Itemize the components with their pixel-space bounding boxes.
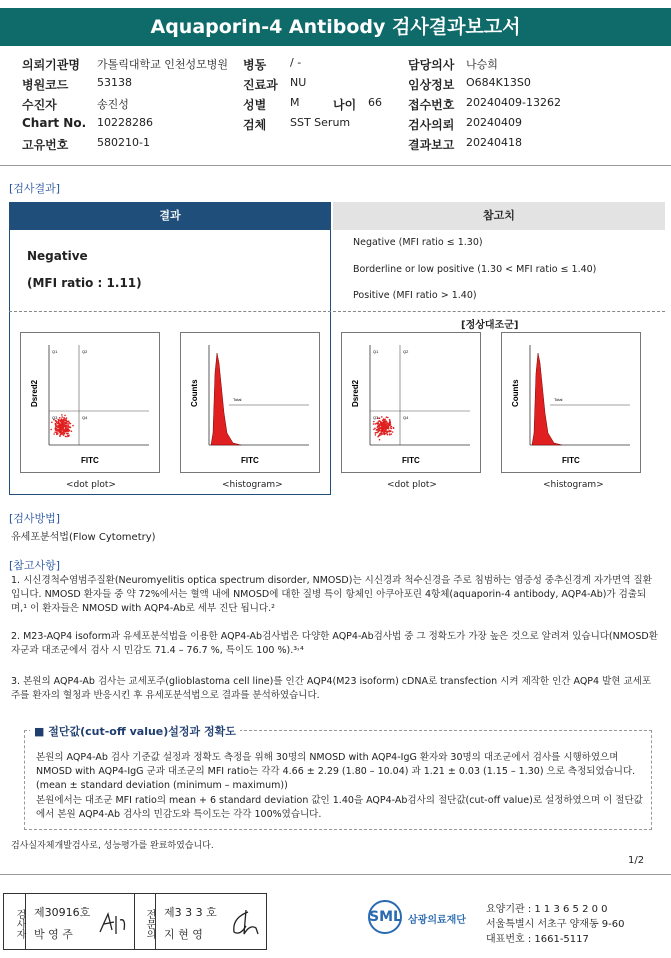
notes-title: [참고사항] (9, 559, 61, 572)
dot-event (72, 425, 74, 427)
dot-event (377, 426, 379, 428)
dot-event (59, 425, 61, 427)
dot-event (65, 436, 67, 438)
dot-event (71, 431, 73, 433)
dot-event (393, 427, 395, 429)
dot-plot-svg (21, 333, 159, 472)
expert-name: 지 현 영 (164, 928, 203, 941)
reference-header: 참고치 (333, 202, 665, 230)
company-phone: 대표번호 : 1661-5117 (486, 934, 589, 945)
dot-event (384, 434, 386, 436)
dot-event (378, 435, 380, 437)
y-axis-label: Counts (511, 379, 520, 407)
quadrant-label: Q1 (52, 349, 58, 354)
method-text: 유세포분석법(Flow Cytometry) (11, 532, 156, 543)
x-axis-label: FITC (402, 456, 420, 465)
cutoff-title: ■ 절단값(cut-off value)설정과 정확도 (30, 723, 240, 739)
expert-label: 전문의 (134, 894, 156, 949)
logo-text: SML (369, 909, 402, 925)
org-label: 의뢰기관명 (22, 58, 80, 72)
age-value: 66 (368, 96, 382, 109)
dot-event (58, 422, 60, 424)
dot-event (387, 417, 389, 419)
y-axis-label: Dsred2 (30, 379, 39, 407)
dot-event (388, 431, 390, 433)
dot-event (379, 417, 381, 419)
clinical-value: O684K13S0 (466, 76, 531, 89)
dot-plot-caption: <dot plot> (66, 480, 116, 490)
dot-event (59, 417, 61, 419)
dot-event (385, 429, 387, 431)
dot-event (379, 427, 381, 429)
dot-event (389, 433, 391, 435)
histogram-caption: <histogram> (222, 480, 283, 490)
dot-event (61, 418, 63, 420)
dot-event (373, 429, 375, 431)
divider (0, 165, 671, 166)
normal-control-label: [정상대조군] (461, 320, 519, 331)
dot-event (66, 423, 68, 425)
page-number: 1/2 (628, 855, 645, 866)
histogram-area (511, 345, 630, 465)
dept-value: NU (290, 76, 307, 89)
dot-event (55, 424, 57, 426)
dot-event (60, 433, 62, 435)
clinical-label: 임상정보 (408, 78, 455, 92)
dot-event (66, 417, 68, 419)
dot-event (70, 423, 72, 425)
dot-plot-svg (342, 333, 480, 472)
dot-event (58, 425, 60, 427)
dot-event (56, 431, 58, 433)
histogram-caption: <histogram> (543, 480, 604, 490)
histogram-svg (502, 333, 640, 472)
dot-event (66, 436, 68, 438)
company-name: 삼광의료재단 (408, 915, 466, 926)
chart-label: Chart No. (22, 116, 87, 130)
signature-box (3, 893, 267, 950)
dot-event (386, 431, 388, 433)
dot-event (392, 431, 394, 433)
specimen-value: SST Serum (290, 116, 351, 129)
dot-event (55, 420, 57, 422)
dot-event (65, 425, 67, 427)
dot-event (56, 423, 58, 425)
result-header: 결과 (9, 202, 331, 230)
dashed-divider (9, 311, 665, 312)
dot-event (68, 423, 70, 425)
dot-event (384, 419, 386, 421)
dot-event (387, 423, 389, 425)
ward-value: / - (290, 56, 302, 69)
code-label: 병원코드 (22, 78, 69, 92)
dot-event (384, 424, 386, 426)
unique-label: 고유번호 (22, 138, 69, 152)
dot-event (377, 432, 379, 434)
requested-value: 20240409 (466, 116, 522, 129)
dot-event (59, 428, 61, 430)
dot-event (61, 429, 63, 431)
patient-dot-plot (20, 332, 160, 473)
quadrant-label: Q4 (403, 415, 409, 420)
ref-borderline: Borderline or low positive (1.30 < MFI ratio ≤ 1.40) (353, 264, 597, 275)
dot-event (376, 429, 378, 431)
dot-plot-area (351, 345, 470, 465)
ref-negative: Negative (MFI ratio ≤ 1.30) (353, 237, 483, 248)
dot-event (391, 433, 393, 435)
quadrant-label: Q2 (82, 349, 88, 354)
divider (0, 874, 671, 875)
tester-license: 제30916호 (34, 906, 91, 919)
ref-positive: Positive (MFI ratio > 1.40) (353, 290, 477, 301)
code-value: 53138 (97, 76, 132, 89)
dot-event (64, 415, 66, 417)
expert-license: 제3 3 3 호 (164, 906, 217, 919)
dot-event (382, 424, 384, 426)
dot-event (70, 427, 72, 429)
dot-event (61, 425, 63, 427)
dot-event (381, 433, 383, 435)
sex-value: M (290, 96, 300, 109)
dot-event (379, 439, 381, 441)
dot-event (380, 423, 382, 425)
dot-event (54, 431, 56, 433)
tester-signature (96, 908, 132, 938)
x-axis-label: FITC (81, 456, 99, 465)
doctor-value: 나승희 (466, 58, 498, 71)
dot-event (65, 420, 67, 422)
quadrant-label: Q4 (82, 415, 88, 420)
dot-event (380, 424, 382, 426)
note-2: 2. M23-AQP4 isoform과 유세포분석법을 이용한 AQP4-Ab검사법은 다양한 AQP4-Ab검사법 중 그 정확도가 가장 높은 것으로 알려져 있습니다(NMOSD환자군과 대조군에서 검사 시 민감도 71.4 – 76.7 %, 특이도 100 %).³˒⁴ (11, 631, 658, 656)
result-mfi: (MFI ratio : 1.11) (27, 276, 142, 290)
company-logo (365, 898, 475, 938)
unique-value: 580210-1 (97, 136, 150, 149)
dot-event (383, 418, 385, 420)
dot-event (375, 423, 377, 425)
requested-label: 검사의뢰 (408, 118, 455, 132)
result-value: Negative (27, 249, 88, 263)
patient-info (0, 52, 671, 152)
patient-value: 송진성 (97, 98, 129, 111)
x-axis-label: FITC (562, 456, 580, 465)
dot-event (62, 419, 64, 421)
expert-signature (226, 906, 262, 938)
dot-event (373, 421, 375, 423)
dot-event (50, 429, 52, 431)
control-dot-plot (341, 332, 481, 473)
dot-event (377, 421, 379, 423)
dot-event (385, 420, 387, 422)
dot-event (68, 422, 70, 424)
dot-event (383, 425, 385, 427)
receipt-label: 접수번호 (408, 98, 455, 112)
quadrant-label: Q2 (403, 349, 409, 354)
dot-event (51, 422, 53, 424)
dot-event (389, 423, 391, 425)
dot-event (381, 416, 383, 418)
specimen-label: 검체 (243, 118, 267, 132)
tester-name: 박 영 주 (34, 928, 73, 941)
dot-event (383, 432, 385, 434)
gate-label: Total (554, 397, 563, 402)
dot-event (63, 429, 65, 431)
dept-label: 진료과 (243, 78, 278, 92)
dot-event (377, 423, 379, 425)
dot-event (391, 428, 393, 430)
dot-event (375, 434, 377, 436)
chart-value: 10228286 (97, 116, 153, 129)
dot-event (391, 426, 393, 428)
histogram-area (190, 345, 309, 465)
dot-plot-area (30, 345, 149, 465)
dot-event (60, 420, 62, 422)
age-label: 나이 (333, 98, 357, 112)
company-address: 서울특별시 서초구 양재동 9-60 (486, 919, 625, 930)
dot-event (382, 422, 384, 424)
dot-event (55, 429, 57, 431)
dot-event (386, 416, 388, 418)
dot-event (62, 427, 64, 429)
cutoff-text-2: 본원에서는 대조군 MFI ratio의 mean + 6 standard deviation 값인 1.40을 AQP4-Ab검사의 절단값(cut-off value)로 설정하였으며 이 절단값에서 본원 AQP4-Ab 검사의 민감도와 특이도는 각각 100%였습니다. (36, 795, 643, 820)
dot-event (66, 433, 68, 435)
doctor-label: 담당의사 (408, 58, 455, 72)
reported-label: 결과보고 (408, 138, 455, 152)
dot-plot-caption: <dot plot> (387, 480, 437, 490)
dot-event (56, 426, 58, 428)
reported-value: 20240418 (466, 136, 522, 149)
note-3: 3. 본원의 AQP4-Ab 검사는 교세포주(glioblastoma cell line)를 인간 AQP4(M23 isoform) cDNA로 transfection 시켜 제작한 인간 AQP4 발현 교세포주를 환자의 혈청과 반응시킨 후 유세포분석법으로 결과를 분석하였습니다. (11, 676, 652, 701)
dot-event (68, 427, 70, 429)
dot-event (378, 429, 380, 431)
gate-label: Total (233, 397, 242, 402)
dot-event (385, 427, 387, 429)
org-value: 가톨릭대학교 인천성모병원 (97, 58, 229, 71)
tester-label: 검사자 (4, 894, 26, 949)
dot-event (67, 430, 69, 432)
dot-event (62, 422, 64, 424)
receipt-value: 20240409-13262 (466, 96, 561, 109)
dot-event (61, 432, 63, 434)
y-axis-label: Counts (190, 379, 199, 407)
cutoff-text-1: 본원의 AQP4-Ab 검사 기준값 설정과 정확도 측정을 위해 30명의 NMOSD with AQP4-IgG 환자와 30명의 대조군에서 검사를 시행하였으며 NMOSD with AQP4-IgG 군과 대조군의 MFI ratio는 각각 4.66 ± 2.29 (1.80 – 10.04) 과 1.21 ± 0.03 (1.15 – 1.30) 으로 측정되었습니다. (mean ± standard deviation (minimum – maximum)) (36, 752, 636, 791)
dot-event (65, 429, 67, 431)
y-axis-label: Dsred2 (351, 379, 360, 407)
dot-event (373, 423, 375, 425)
dot-event (380, 430, 382, 432)
method-title: [검사방법] (9, 512, 61, 525)
dot-event (55, 427, 57, 429)
quadrant-label: Q1 (373, 349, 379, 354)
dot-event (386, 432, 388, 434)
footnote: 검사실자체개발검사로, 성능평가를 완료하였습니다. (11, 841, 214, 851)
dot-event (59, 430, 61, 432)
dot-event (66, 428, 68, 430)
dot-event (385, 425, 387, 427)
sex-label: 성별 (243, 98, 267, 112)
report-title: Aquaporin-4 Antibody 검사결과보고서 (0, 8, 671, 46)
control-histogram (501, 332, 641, 473)
x-axis-label: FITC (241, 456, 259, 465)
dot-event (61, 416, 63, 418)
quadrant-label: Q3 (373, 415, 379, 420)
dot-event (388, 425, 390, 427)
dot-event (53, 433, 55, 435)
dot-event (387, 434, 389, 436)
dot-event (375, 432, 377, 434)
dot-event (61, 414, 63, 416)
histogram-svg (181, 333, 319, 472)
dot-event (57, 432, 59, 434)
ward-label: 병동 (243, 58, 267, 72)
company-code: 요양기관 : 1 1 3 6 5 2 0 0 (486, 904, 608, 915)
note-1: 1. 시신경척수염범주질환(Neuromyelitis optica spectrum disorder, NMOSD)는 시신경과 척수신경을 주로 침범하는 염증성 중추신경계 자가면역 질환입니다. NMOSD 환자들 중 약 72%에서는 혈액 내에 NMOSD에 대한 질병 특이 항체인 아쿠아포린 4항체(aquaporin-4 antibody, AQP4-Ab)가 검출되며,¹ 이 환자들은 NMOSD with AQP4-Ab로 세부 진단 됩니다.² (11, 575, 652, 614)
dot-event (389, 420, 391, 422)
quadrant-label: Q3 (52, 415, 58, 420)
patient-histogram (180, 332, 320, 473)
result-section-title: [검사결과] (9, 182, 61, 195)
dot-event (59, 435, 61, 437)
patient-label: 수진자 (22, 98, 57, 112)
dot-event (381, 426, 383, 428)
